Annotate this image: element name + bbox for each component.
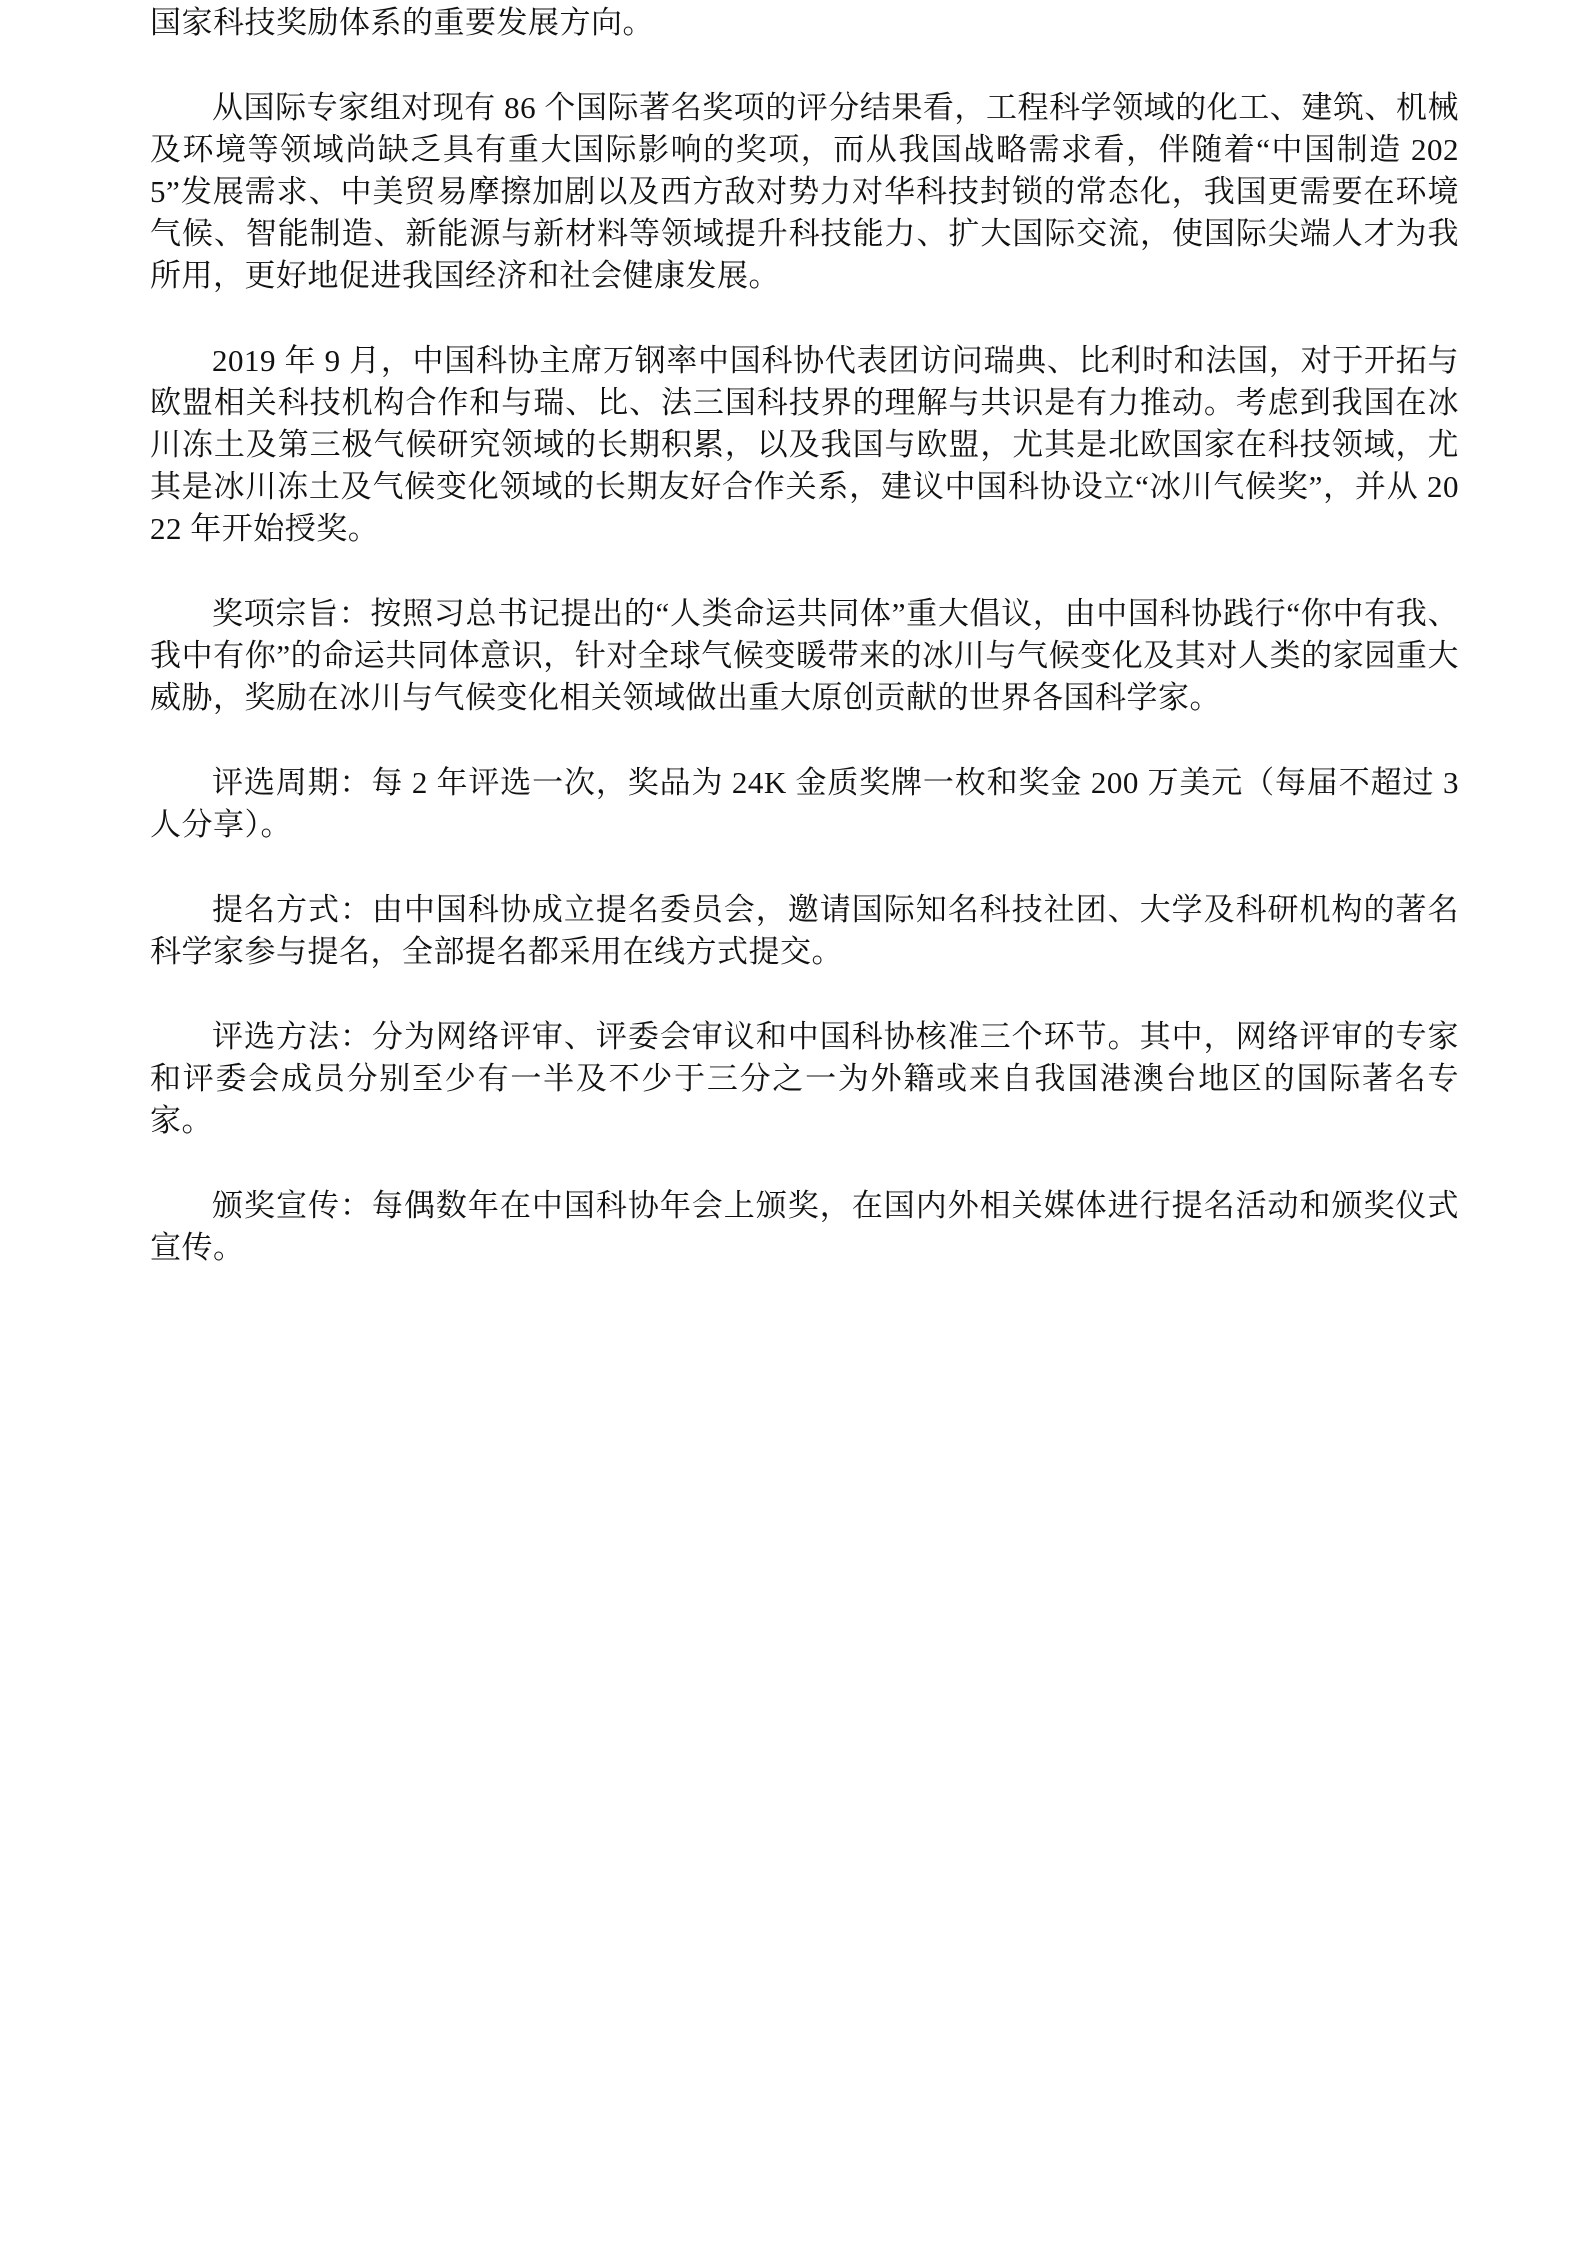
paragraph-continuation: 国家科技奖励体系的重要发展方向。 [150, 5, 654, 40]
paragraph-selection-method: 评选方法：分为网络评审、评委会审议和中国科协核准三个环节。其中，网络评审的专家和评委会成员分别至少有一半及不少于三分之一为外籍或来自我国港澳台地区的国际著名专家。 [150, 1019, 1459, 1138]
paragraph-international-awards: 从国际专家组对现有 86 个国际著名奖项的评分结果看，工程科学领域的化工、建筑、机械及环境等领域尚缺乏具有重大国际影响的奖项，而从我国战略需求看，伴随着“中国制造 2025”发展需求、中美贸易摩擦加剧以及西方敌对势力对华科技封锁的常态化，我国更需要在环境气候、智能制造、新能源与新材料等领域提升科技能力、扩大国际交流，使国际尖端人才为我所用，更好地促进我国经济和社会健康发展。 [150, 90, 1459, 293]
paragraph-award-purpose: 奖项宗旨：按照习总书记提出的“人类命运共同体”重大倡议，由中国科协践行“你中有我、我中有你”的命运共同体意识，针对全球气候变暖带来的冰川与气候变化及其对人类的家园重大威胁，奖励在冰川与气候变化相关领域做出重大原创贡献的世界各国科学家。 [150, 596, 1459, 715]
paragraph-nomination-method: 提名方式：由中国科协成立提名委员会，邀请国际知名科技社团、大学及科研机构的著名科学家参与提名，全部提名都采用在线方式提交。 [150, 892, 1459, 969]
document-body [150, 2, 1459, 1269]
paragraph-2019-visit: 2019 年 9 月，中国科协主席万钢率中国科协代表团访问瑞典、比利时和法国，对于开拓与欧盟相关科技机构合作和与瑞、比、法三国科技界的理解与共识是有力推动。考虑到我国在冰川冻土及第三极气候研究领域的长期积累，以及我国与欧盟，尤其是北欧国家在科技领域，尤其是冰川冻土及气候变化领域的长期友好合作关系，建议中国科协设立“冰川气候奖”，并从 2022 年开始授奖。 [150, 343, 1459, 546]
paragraph-selection-cycle: 评选周期：每 2 年评选一次，奖品为 24K 金质奖牌一枚和奖金 200 万美元（每届不超过 3 人分享）。 [150, 765, 1459, 842]
paragraph-award-publicity: 颁奖宣传：每偶数年在中国科协年会上颁奖，在国内外相关媒体进行提名活动和颁奖仪式宣传。 [150, 1188, 1459, 1265]
